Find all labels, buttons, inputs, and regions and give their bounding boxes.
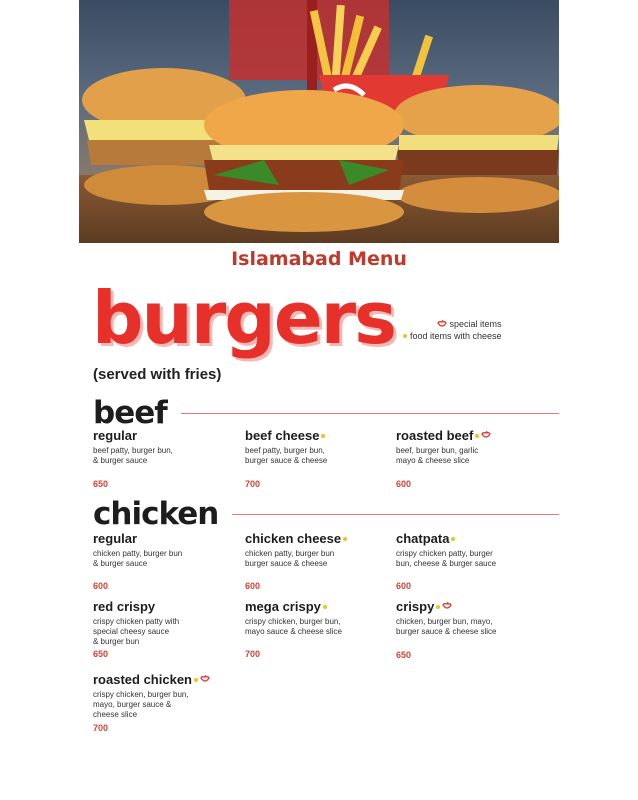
menu-item (245, 599, 385, 637)
item-price: 600 (396, 479, 412, 489)
item-desc: crispy chicken patty with (93, 617, 180, 626)
menu-item (245, 428, 385, 466)
burger-right-icon (394, 85, 559, 213)
cheese-dot-icon (475, 434, 479, 438)
item-desc: chicken patty, burger bun (93, 549, 183, 558)
item-desc: mayo & cheese slice (396, 456, 470, 465)
item-desc: beef patty, burger bun, (93, 446, 173, 455)
item-name: chicken cheese (245, 531, 342, 546)
location-title: Islamabad Menu (231, 248, 407, 270)
item-desc: mayo sauce & cheese slice (245, 627, 342, 636)
menu-item (396, 599, 536, 637)
cheese-dot-icon (321, 434, 325, 438)
menu-item (93, 599, 233, 647)
section-beef-header (93, 396, 559, 430)
menu-item (396, 428, 536, 466)
section-title: chicken (93, 496, 219, 532)
section-title: beef (93, 395, 167, 431)
section-divider (232, 514, 559, 515)
item-name: regular (93, 531, 138, 546)
item-desc: burger sauce & cheese (245, 559, 328, 568)
item-desc: chicken patty, burger bun (245, 549, 335, 558)
item-desc: crispy chicken patty, burger (396, 549, 493, 558)
item-desc: & burger sauce (93, 456, 148, 465)
item-price: 600 (396, 581, 412, 591)
item-desc: crispy chicken, burger bun, (245, 617, 341, 626)
item-name: regular (93, 428, 138, 443)
cheese-dot-icon (194, 678, 198, 682)
item-price: 600 (245, 581, 261, 591)
item-desc: burger sauce & cheese (245, 456, 328, 465)
section-divider (181, 413, 559, 414)
chili-icon (481, 431, 491, 440)
burgers-illustration (79, 0, 559, 243)
item-desc: & burger sauce (93, 559, 148, 568)
item-desc: & burger bun (93, 637, 140, 646)
menu-item (93, 531, 233, 569)
item-price: 700 (245, 479, 261, 489)
cheese-dot-icon (436, 605, 440, 609)
item-desc: burger sauce & cheese slice (396, 627, 497, 636)
cheese-dot-icon (323, 605, 327, 609)
item-name: chatpata (396, 531, 450, 546)
item-name: mega crispy (245, 599, 321, 614)
item-name: roasted beef (396, 428, 474, 443)
item-name: crispy (396, 599, 435, 614)
item-price: 700 (93, 723, 109, 733)
item-desc: bun, cheese & burger sauce (396, 559, 497, 568)
legend-label: special items (449, 319, 502, 329)
item-name: roasted chicken (93, 672, 192, 687)
chili-icon (200, 675, 210, 684)
item-desc: chicken, burger bun, mayo, (396, 617, 493, 626)
item-desc: mayo, burger sauce & (93, 700, 172, 709)
item-desc: beef patty, burger bun, (245, 446, 325, 455)
item-desc: special cheesy sauce (93, 627, 170, 636)
menu-item (396, 531, 536, 569)
item-name: red crispy (93, 599, 156, 614)
chili-icon (442, 602, 452, 611)
menu-title: burgers (92, 276, 396, 360)
burger-center-icon (204, 90, 404, 232)
legend-cheese (403, 330, 502, 342)
legend-label: food items with cheese (410, 331, 502, 341)
item-desc: cheese slice (93, 710, 138, 719)
legend-special (403, 318, 502, 330)
legend (403, 318, 502, 342)
item-price: 650 (93, 649, 109, 659)
menu-item (245, 531, 385, 569)
item-desc: crispy chicken, burger bun, (93, 690, 189, 699)
item-name: beef cheese (245, 428, 320, 443)
item-price: 600 (93, 581, 109, 591)
chili-icon (437, 320, 447, 329)
menu-item (93, 428, 233, 466)
cheese-dot-icon (343, 537, 347, 541)
section-chicken-header (93, 497, 559, 531)
menu-subtitle: (served with fries) (93, 366, 222, 383)
cheese-dot-icon (403, 334, 407, 338)
item-price: 650 (93, 479, 109, 489)
menu-item (93, 672, 233, 720)
cheese-dot-icon (451, 537, 455, 541)
item-desc: beef, burger bun, garlic (396, 446, 479, 455)
item-price: 700 (245, 649, 261, 659)
item-price: 650 (396, 650, 412, 660)
hero-burger-photo (79, 0, 559, 243)
